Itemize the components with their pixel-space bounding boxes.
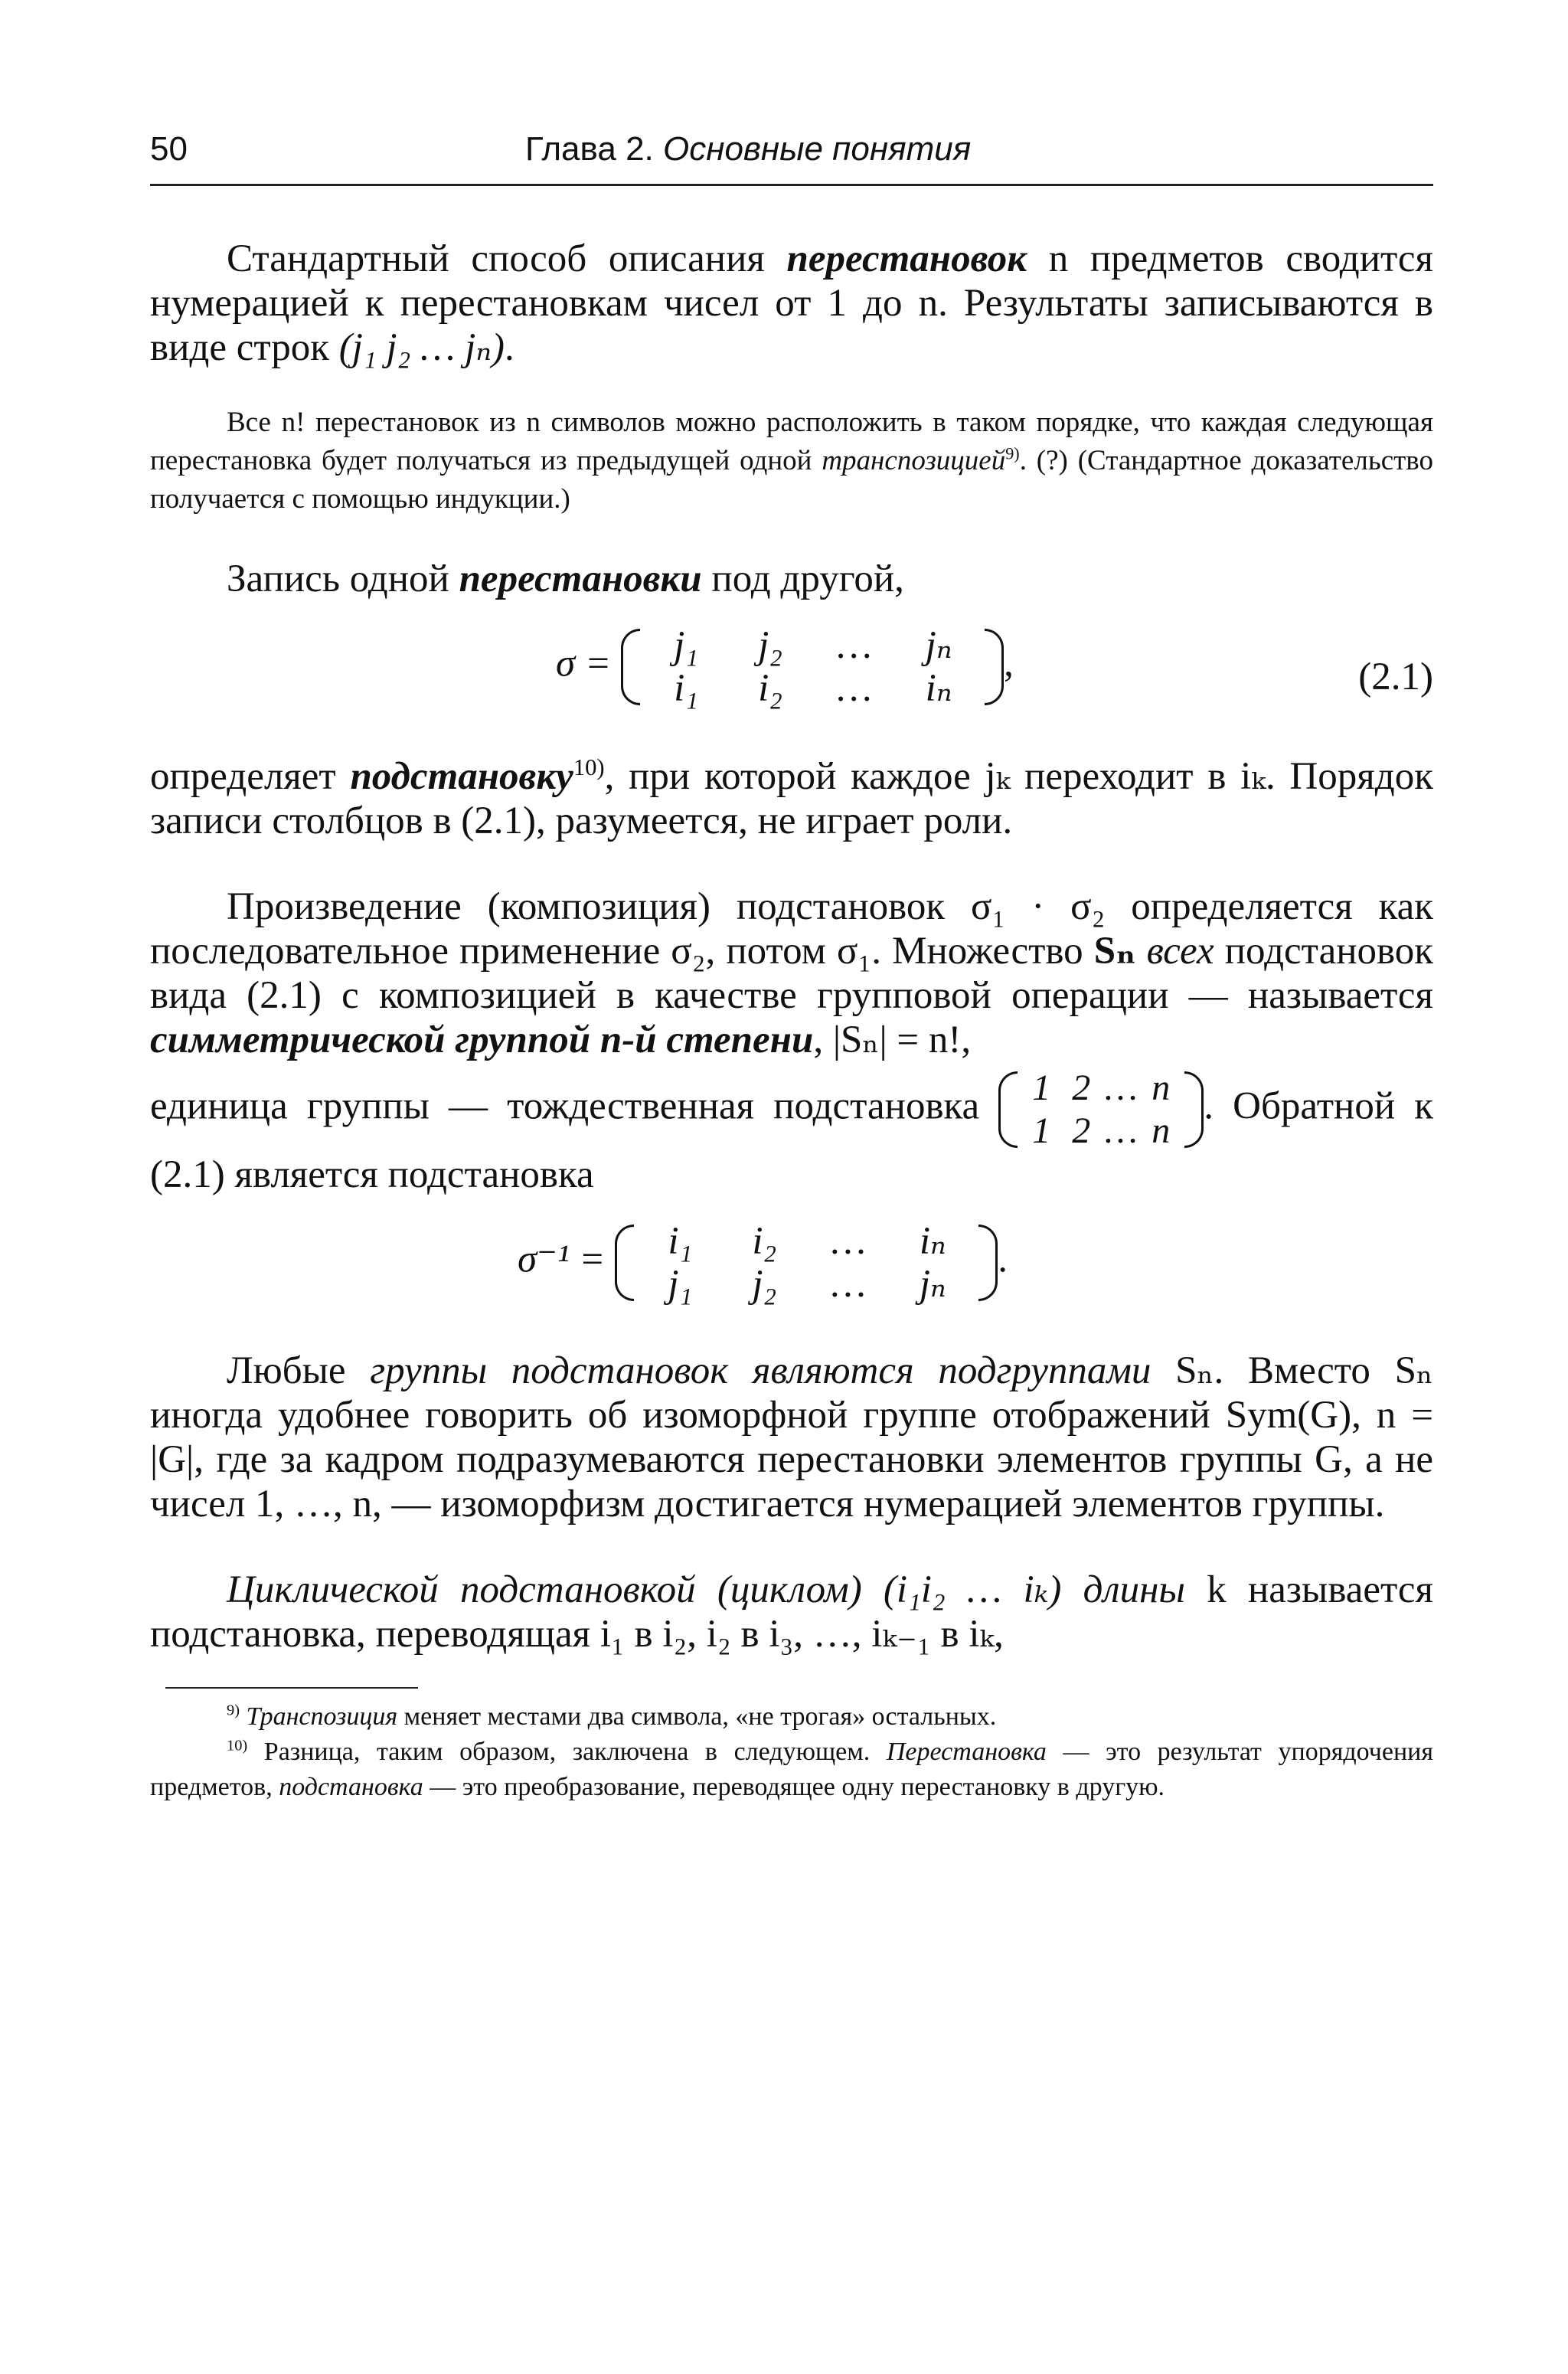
paragraph-substitution: определяет подстановку$^{10)}$, при которой каждое jₖ переходит в iₖ. Порядок записи столбцов в (2.1), разумеется, не играет роли. (150, 754, 1433, 842)
equation-lhs-inverse: σ⁻¹ = (518, 1238, 606, 1281)
running-header (150, 130, 1433, 186)
matrix-identity: 1 2 … n 1 2 … n (998, 1067, 1204, 1153)
term-symmetric-group: симметрической группой n-й степени (150, 1019, 814, 1061)
footnote-10: $^{10)}$ Разница, таким образом, заключена в следующем. Перестановка — это результат упорядочения предметов, подстановка — это преобразование, переводящее одну перестановку в другую. (150, 1737, 1433, 1801)
equation-label: (2.1) (1358, 656, 1433, 698)
term-cycle: Циклической подстановкой (циклом) (227, 1568, 862, 1611)
footnotes (150, 1699, 1433, 1805)
equation-inverse: σ⁻¹ = i₁ i₂ … iₙ j₁ j₂ … jₙ . (518, 1220, 1008, 1306)
term-subgroups: группы подстановок являются подгруппами (370, 1349, 1152, 1392)
term-substitution: подстановку (350, 755, 573, 798)
matrix-top-row: j₁ j₂ … jₙ (674, 624, 952, 667)
footnote-rule (165, 1687, 418, 1689)
matrix-inverse: i₁ i₂ … iₙ j₁ j₂ … jₙ (615, 1220, 998, 1306)
symbol-Sn: Sₙ (1093, 930, 1136, 973)
matrix-bottom-row: i₁ i₂ … iₙ (674, 667, 952, 710)
equation-2-1: σ = j₁ j₂ … jₙ i₁ i₂ … iₙ , (2.1) (556, 624, 1433, 710)
paragraph-record: Запись одной перестановки под другой, (227, 558, 904, 600)
term-transposition: транспозицией (822, 445, 1006, 476)
equation-lhs: σ = (556, 642, 612, 685)
paragraph-symmetric-group: Произведение (композиция) подстановок σ₁ · σ₂ определяется как последовательное применение σ₂, потом σ₁. Множество Sₙ всех подстановок вида (2.1) с композицией в качестве групповой операции — называется симметрической группой n-й степени, |Sₙ| = n!, (150, 885, 1434, 1061)
term-permutations: перестановок (786, 237, 1027, 280)
small-note-transpositions: Все n! перестановок из n символов можно расположить в таком порядке, что каждая следующая перестановка будет получаться из предыдущей одной транспозицией$^{9)}$. (?) (Стандартное доказательство получается с помощью индукции.) (150, 407, 1433, 515)
paragraph-identity: единица группы — тождественная подстановка 1 2 … n 1 2 … n . Обратной к (2.1) является подстановка (150, 1068, 1434, 1196)
term-permutation: перестановки (459, 558, 702, 600)
paragraph-subgroups: Любые группы подстановок являются подгруппами Sₙ. Вместо Sₙ иногда удобнее говорить об изоморфной группе отображений Sym(G), n = |G|, где за кадром подразумеваются перестановки элементов группы G, а не чисел 1, …, n, — изоморфизм достигается нумерацией элементов группы. (150, 1349, 1433, 1525)
paragraph-permutations: Стандартный способ описания перестановок n предметов сводится нумерацией к перестановкам чисел от 1 до n. Результаты записываются в виде строк (j₁ j₂ … jₙ). (150, 237, 1433, 369)
footnote-ref-9: 9) (1005, 443, 1020, 463)
formula-row: (j₁ j₂ … jₙ) (338, 326, 505, 369)
page-number: 50 (150, 130, 188, 168)
book-page (150, 130, 1433, 1805)
paragraph-cycle: Циклической подстановкой (циклом) (i₁i₂ … iₖ) длины k называется подстановка, переводящая i₁ в i₂, i₂ в i₃, …, iₖ₋₁ в iₖ, (150, 1568, 1433, 1656)
matrix-permutation (621, 624, 1004, 710)
footnote-ref-10: 10) (573, 754, 605, 780)
footnote-9: $^{9)}$ Транспозиция меняет местами два символа, «не трогая» остальных. (227, 1702, 997, 1731)
chapter-title: Основные понятия (663, 130, 972, 168)
chapter-heading: Глава 2. Основные понятия (525, 130, 972, 168)
